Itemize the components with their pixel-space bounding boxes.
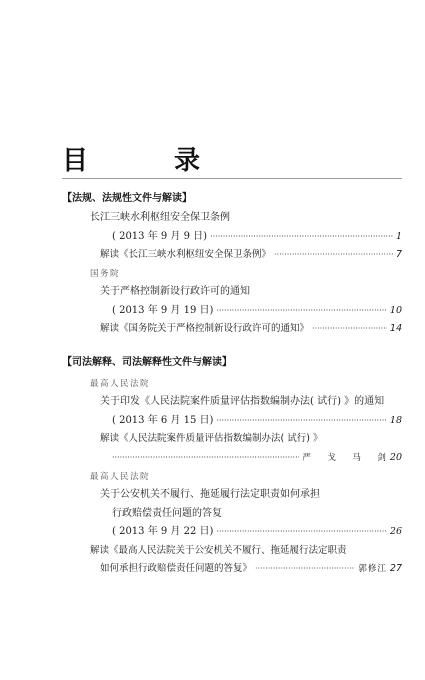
toc-entry-date[interactable] <box>112 526 402 538</box>
leader-dots <box>274 249 393 261</box>
section-heading-judicial: 【司法解释、司法解释性文件与解读】 <box>62 357 232 368</box>
toc-entry-commentary[interactable] <box>100 433 322 445</box>
toc-entry-commentary-continued[interactable] <box>100 563 402 575</box>
toc-entry-author-line[interactable] <box>112 452 402 464</box>
issuing-authority: 国务院 <box>90 269 121 279</box>
toc-entry-title[interactable] <box>100 396 384 408</box>
toc-entry-date[interactable] <box>112 415 402 427</box>
toc-entry-date[interactable] <box>112 231 402 243</box>
leader-dots <box>112 452 299 464</box>
section-heading-regulations: 【法规、法规性文件与解读】 <box>62 193 192 204</box>
toc-entry-title[interactable] <box>100 286 250 298</box>
entry-text: 行政赔偿责任问题的答复 <box>112 508 222 519</box>
author-name: 郭修江 <box>358 564 387 574</box>
page-number: 26 <box>389 526 402 537</box>
leader-dots <box>216 305 386 317</box>
page-number: 18 <box>389 415 402 426</box>
toc-entry-title-continued[interactable] <box>112 508 222 520</box>
entry-text: 关于公安机关不履行、拖延履行法定职责如何承担 <box>100 489 320 500</box>
entry-date: ( 2013 年 9 月 9 日) <box>112 231 208 242</box>
title-divider <box>62 178 402 179</box>
entry-date: ( 2013 年 9 月 22 日) <box>112 526 214 537</box>
page-number: 7 <box>395 249 402 260</box>
leader-dots <box>255 563 355 575</box>
entry-date: ( 2013 年 9 月 19 日) <box>112 305 214 316</box>
page-number: 1 <box>395 231 402 242</box>
entry-text: 解读《最高人民法院关于公安机关不履行、拖延履行法定职责 <box>90 545 347 556</box>
issuing-authority: 最高人民法院 <box>90 379 151 389</box>
leader-dots <box>216 526 386 538</box>
page-number: 20 <box>389 452 402 463</box>
leader-dots <box>312 323 387 335</box>
toc-entry-commentary[interactable] <box>90 545 347 557</box>
entry-text: 关于严格控制新设行政许可的通知 <box>100 286 250 297</box>
toc-entry-date[interactable] <box>112 305 402 317</box>
toc-entry-commentary[interactable] <box>100 323 402 335</box>
leader-dots <box>210 231 393 243</box>
issuing-authority: 最高人民法院 <box>90 472 151 482</box>
leader-dots <box>216 415 386 427</box>
entry-text: 关于印发《人民法院案件质量评估指数编制办法( 试行) 》的通知 <box>100 396 385 407</box>
page-title: 目 录 <box>62 146 231 176</box>
page-number: 14 <box>389 323 402 334</box>
entry-date: ( 2013 年 6 月 15 日) <box>112 415 214 426</box>
entry-text: 长江三峡水利枢纽安全保卫条例 <box>90 212 230 223</box>
toc-entry-title[interactable] <box>100 489 320 501</box>
author-names: 严 戈 马 剑 <box>302 453 390 463</box>
page-number: 27 <box>389 563 402 574</box>
entry-text: 解读《长江三峡水利枢纽安全保卫条例》 <box>100 249 272 260</box>
entry-text: 解读《人民法院案件质量评估指数编制办法( 试行) 》 <box>100 433 323 444</box>
page-number: 10 <box>389 305 402 316</box>
toc-entry-commentary[interactable] <box>100 249 402 261</box>
entry-text: 如何承担行政赔偿责任问题的答复》 <box>100 563 253 574</box>
entry-text: 解读《国务院关于严格控制新设行政许可的通知》 <box>100 323 310 334</box>
toc-entry-title[interactable] <box>90 212 230 224</box>
